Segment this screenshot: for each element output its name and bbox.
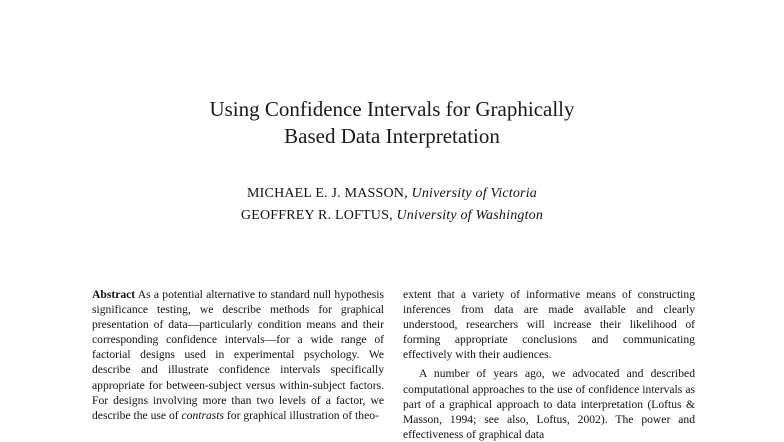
abstract-label: Abstract [92,288,136,301]
author-affiliation: University of Victoria [411,186,537,201]
body-paragraph-2: A number of years ago, we advocated and described computational approaches to the use of confidence intervals as part of a graphical approach to data interpretation (Loftus & Masson, 1994; see also, Loftus, 2002). The power and effectiveness of graphical data [403,367,695,441]
right-column [403,287,695,442]
abstract-emphasis: contrasts [181,408,225,422]
abstract-text: As a potential alternative to standard null hypothesis significance testing, we describe methods for graphical presentation of data—particularly condition means and their corresponding confidence intervals—for a wide range of factorial designs used in experimental psychology. We describe and illustrate confidence intervals specifically appropriate for between-subject versus within-subject factors. For designs involving more than two levels of a factor, we describe the use of [92,288,384,422]
author-line-2 [0,205,784,227]
abstract-paragraph [92,287,384,423]
author-affiliation: University of Washington [396,208,544,223]
left-column [92,287,384,423]
paper-title [0,96,784,150]
author-line-1 [0,183,784,205]
abstract-text-end: for graphical illustration of theo- [224,408,379,422]
author-block [0,183,784,227]
author-name: MICHAEL E. J. MASSON, [247,186,412,201]
title-line-1: Using Confidence Intervals for Graphically [209,97,575,121]
body-paragraph-1: extent that a variety of informative means of constructing inferences from data are made available and clearly understood, researchers will increase their likelihood of forming appropriate conclusions and communicating effectively with their audiences. [403,288,695,362]
author-name: GEOFFREY R. LOFTUS, [240,208,397,223]
title-line-2: Based Data Interpretation [284,124,500,148]
